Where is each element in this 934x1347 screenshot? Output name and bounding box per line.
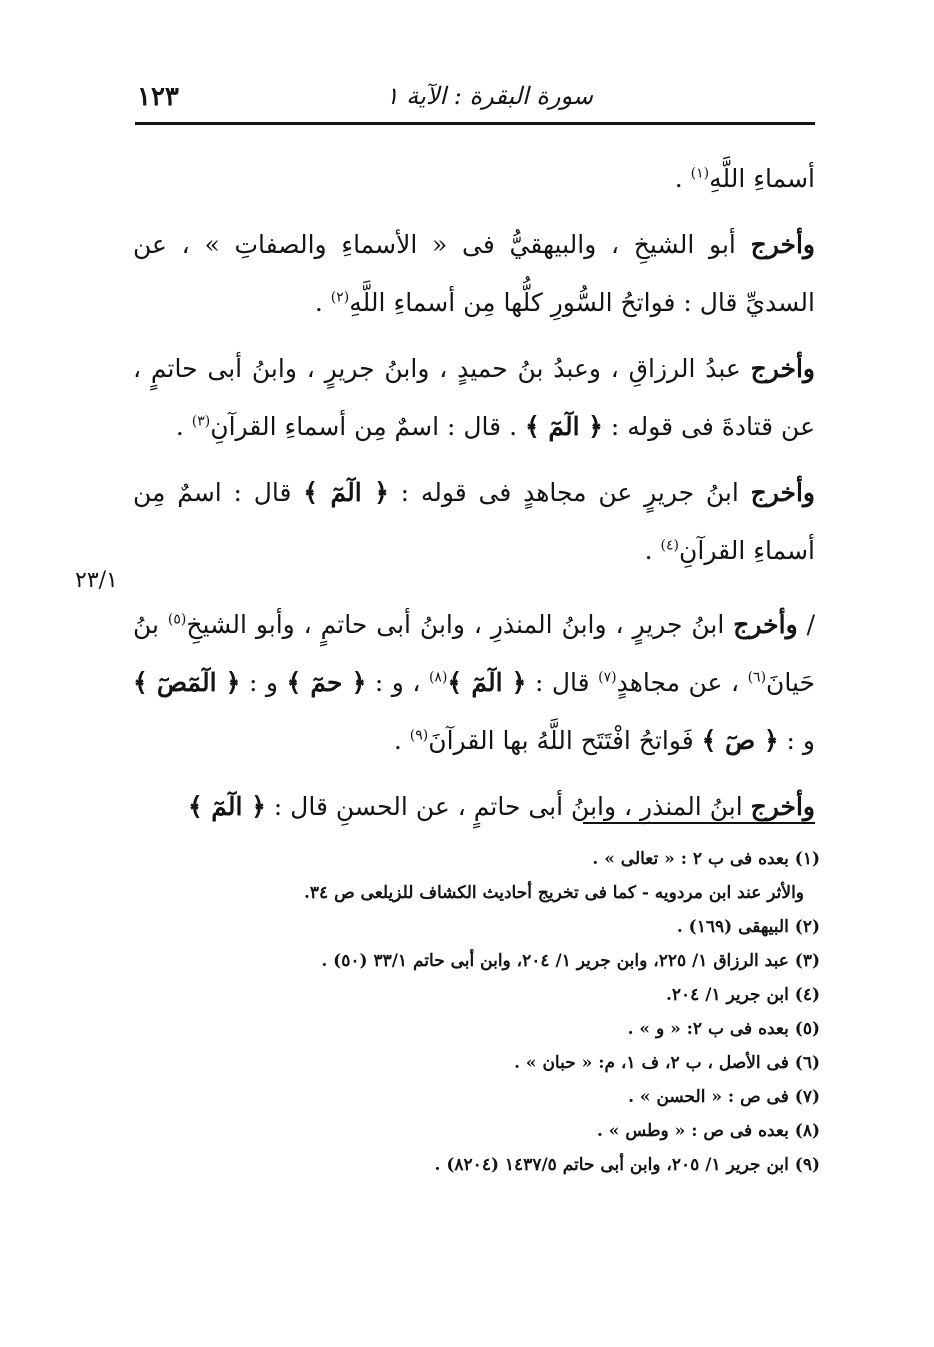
footnote-7: (٧) فى ص : « الحسن » . xyxy=(628,1087,820,1107)
text-run: و : xyxy=(240,668,287,697)
text-run: و : xyxy=(778,726,815,755)
footnote-ref: (٣) xyxy=(191,413,211,430)
text-run: ، عن مجاهدٍ xyxy=(616,668,748,697)
footnote-ref: (١) xyxy=(690,165,710,182)
text-run: أسماءِ اللَّهِ xyxy=(709,164,815,193)
paragraph-lead: وأخرج xyxy=(750,478,815,507)
text-run: ابنُ جريرٍ ، وابنُ المنذرِ ، وابنُ أبى حاتمٍ ، وأبو الشيخِ xyxy=(186,610,734,639)
quran-citation: ﴿ الٓمٓصٓ ﴾ xyxy=(133,668,241,697)
footnote-ref: (٨) xyxy=(428,669,448,686)
quran-citation: ﴿ حمٓ ﴾ xyxy=(286,668,367,697)
paragraph-lead: وأخرج xyxy=(750,354,815,383)
page-break-marker: / xyxy=(797,610,816,639)
footnote-2: (٢) البيهقى (١٦٩) . xyxy=(676,917,820,937)
quran-citation: ﴿ الٓمٓ ﴾ xyxy=(303,478,389,507)
footnotes xyxy=(250,842,820,1182)
paragraph-lead: وأخرج xyxy=(750,792,815,821)
text-run: قال : اسمٌ مِن أسماءِ القرآنِ xyxy=(133,478,815,565)
main-text xyxy=(133,150,815,836)
text-run: فَواتحُ افْتَتَح اللَّهُ بها القرآنَ xyxy=(428,726,702,755)
text-run: قال : xyxy=(526,668,599,697)
paragraph-5 xyxy=(133,596,815,770)
text-run: . xyxy=(674,164,691,193)
footnote-rule xyxy=(583,822,815,824)
header-rule xyxy=(135,122,815,125)
footnote-3: (٣) عبد الرزاق ١/ ٢٢٥، وابن جرير ١/ ٢٠٤، وابن أبى حاتم ٣٣/١ (٥٠) . xyxy=(321,951,820,971)
paragraph-6 xyxy=(133,778,815,836)
paragraph-3 xyxy=(133,340,815,456)
footnote-4: (٤) ابن جرير ١/ ٢٠٤. xyxy=(666,985,820,1005)
footnote-6: (٦) فى الأصل ، ب ٢، ف ١، م: « حبان » . xyxy=(514,1053,820,1073)
quran-citation: ﴿ الٓمٓ ﴾ xyxy=(187,792,266,821)
paragraph-1 xyxy=(133,150,815,208)
text-run: . قال : اسمٌ مِن أسماءِ القرآنِ xyxy=(210,412,525,441)
text-run: أبو الشيخِ ، والبيهقيُّ فى « الأسماءِ والصفاتِ » ، عن السديِّ قال : فواتحُ السُّورِ كلُّها مِن أسماءِ اللَّهِ xyxy=(133,230,815,317)
paragraph-lead: وأخرج xyxy=(750,230,815,259)
text-run: ابنُ المنذرِ ، وابنُ أبى حاتمٍ ، عن الحسنِ قال : xyxy=(265,792,751,821)
footnote-ref: (٦) xyxy=(747,669,767,686)
text-run: ، و : xyxy=(366,668,429,697)
text-run: . xyxy=(175,412,192,441)
paragraph-lead: وأخرج xyxy=(733,610,798,639)
margin-reference: ٢٣/١ xyxy=(75,568,118,593)
page-number: ١٢٣ xyxy=(137,82,179,112)
footnote-ref: (٥) xyxy=(167,611,187,628)
footnote-1-continuation: والأثر عند ابن مردويه - كما فى تخريج أحاديث الكشاف للزيلعى ص ٣٤. xyxy=(303,883,804,903)
footnote-8: (٨) بعده فى ص : « وطس » . xyxy=(596,1121,820,1141)
quran-citation: ﴿ الٓمٓ ﴾ xyxy=(447,668,527,697)
footnote-9: (٩) ابن جرير ١/ ٢٠٥، وابن أبى حاتم ١٤٣٧/٥ (٨٢٠٤) . xyxy=(434,1155,820,1175)
footnote-ref: (٧) xyxy=(598,669,617,686)
text-run: ابنُ جريرٍ عن مجاهدٍ فى قوله : xyxy=(388,478,751,507)
page-header xyxy=(135,78,815,118)
paragraph-4 xyxy=(133,464,815,580)
text-run: . xyxy=(644,536,661,565)
quran-citation: ﴿ الٓمٓ ﴾ xyxy=(524,412,603,441)
footnote-ref: (٢) xyxy=(330,289,350,306)
running-head: سورة البقرة : الآية ١ xyxy=(385,82,593,110)
text-run: بنُ حَيانَ xyxy=(133,610,816,697)
footnote-ref: (٤) xyxy=(660,537,680,554)
quran-citation: ﴿ صٓ ﴾ xyxy=(701,726,779,755)
footnote-1: (١) بعده فى ب ٢ : « تعالى » . xyxy=(592,849,820,869)
text-run: . xyxy=(314,288,331,317)
text-run: عبدُ الرزاقِ ، وعبدُ بنُ حميدٍ ، وابنُ جريرٍ ، وابنُ أبى حاتمٍ ، عن قتادةَ فى قوله : xyxy=(133,354,815,441)
footnote-ref: (٩) xyxy=(409,727,429,744)
paragraph-2 xyxy=(133,216,815,332)
text-run: . xyxy=(393,726,410,755)
footnote-5: (٥) بعده فى ب ٢: « و » . xyxy=(627,1019,820,1039)
